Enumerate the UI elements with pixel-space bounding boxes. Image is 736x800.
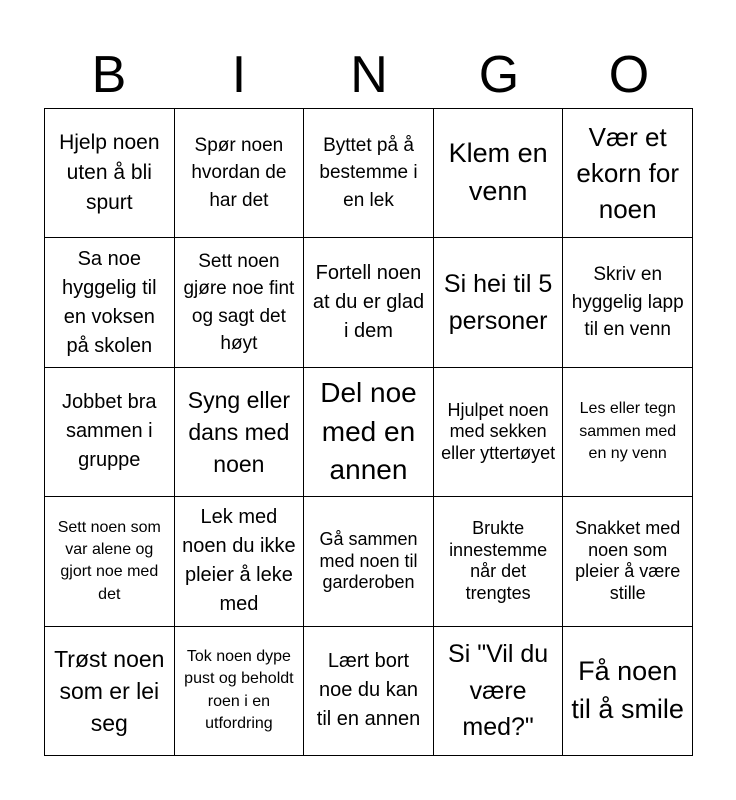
bingo-cell[interactable]: Si "Vil du være med?" (434, 627, 564, 756)
header-letter-i: I (231, 46, 247, 104)
bingo-cell[interactable]: Lek med noen du ikke pleier å leke med (175, 497, 305, 626)
bingo-cell[interactable]: Les eller tegn sammen med en ny venn (563, 368, 693, 497)
bingo-cell[interactable]: Byttet på å bestemme i en lek (304, 109, 434, 238)
bingo-cell[interactable]: Sett noen som var alene og gjort noe med det (45, 497, 175, 626)
bingo-cell[interactable]: Sett noen gjøre noe fint og sagt det høyt (175, 238, 305, 367)
bingo-cell[interactable]: Brukte innestemme når det trengtes (434, 497, 564, 626)
bingo-cell[interactable]: Jobbet bra sammen i gruppe (45, 368, 175, 497)
bingo-cell[interactable]: Snakket med noen som pleier å være stille (563, 497, 693, 626)
bingo-cell[interactable]: Spør noen hvordan de har det (175, 109, 305, 238)
bingo-cell[interactable]: Vær et ekorn for noen (563, 109, 693, 238)
header-letter-b: B (91, 46, 127, 104)
bingo-cell[interactable]: Sa noe hyggelig til en voksen på skolen (45, 238, 175, 367)
header-letter-o: O (608, 46, 650, 104)
bingo-cell[interactable]: Skriv en hyggelig lapp til en venn (563, 238, 693, 367)
bingo-cell[interactable]: Lært bort noe du kan til en annen (304, 627, 434, 756)
bingo-cell[interactable]: Gå sammen med noen til garderoben (304, 497, 434, 626)
bingo-cell[interactable]: Klem en venn (434, 109, 564, 238)
bingo-cell[interactable]: Tok noen dype pust og beholdt roen i en utfordring (175, 627, 305, 756)
header-letter-g: G (478, 46, 520, 104)
bingo-cell[interactable]: Få noen til å smile (563, 627, 693, 756)
bingo-board (44, 108, 693, 756)
bingo-cell[interactable]: Hjelp noen uten å bli spurt (45, 109, 175, 238)
header-letter-n: N (350, 46, 388, 104)
bingo-cell[interactable]: Del noe med en annen (304, 368, 434, 497)
bingo-cell[interactable]: Si hei til 5 personer (434, 238, 564, 367)
bingo-header (44, 44, 694, 106)
bingo-cell[interactable]: Syng eller dans med noen (175, 368, 305, 497)
bingo-cell[interactable]: Hjulpet noen med sekken eller yttertøyet (434, 368, 564, 497)
bingo-cell[interactable]: Fortell noen at du er glad i dem (304, 238, 434, 367)
bingo-cell[interactable]: Trøst noen som er lei seg (45, 627, 175, 756)
